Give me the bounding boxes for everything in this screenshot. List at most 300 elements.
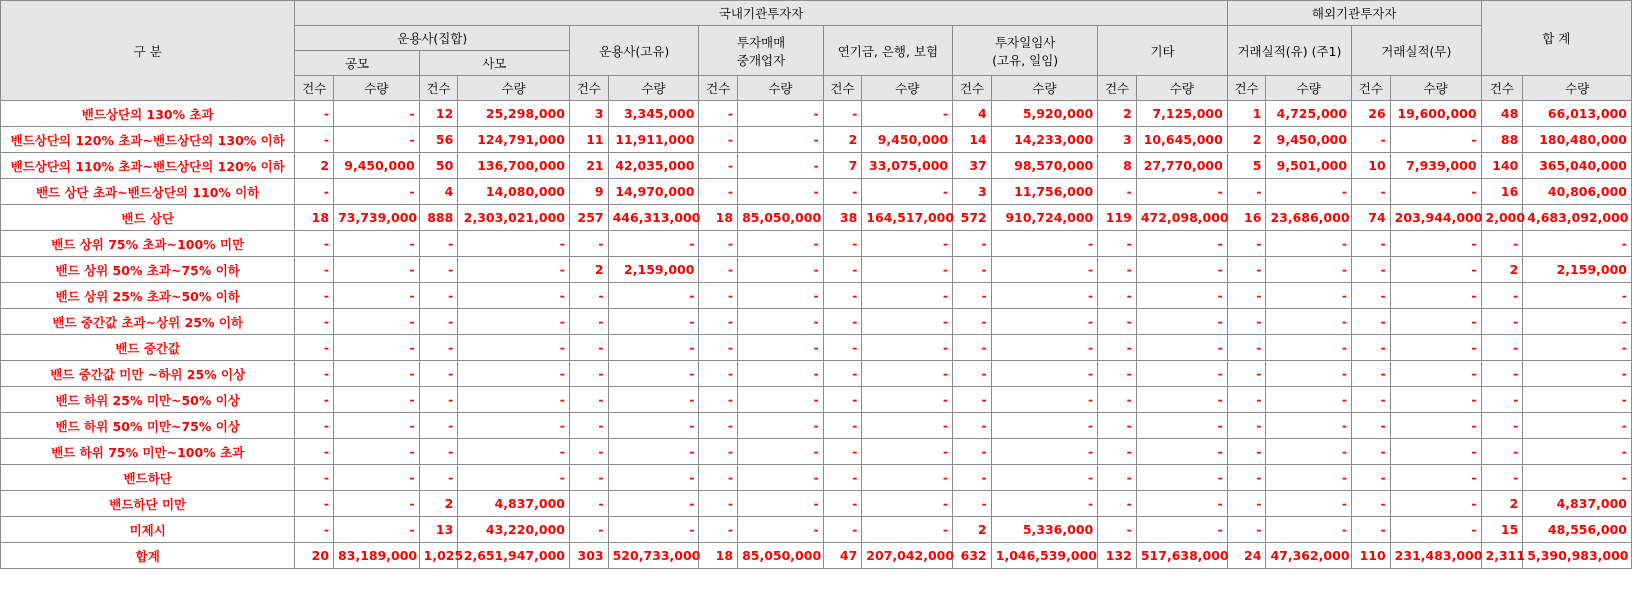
quantity-cell: - xyxy=(862,257,953,283)
count-cell: 10 xyxy=(1352,153,1391,179)
count-cell: - xyxy=(1098,283,1137,309)
count-cell: - xyxy=(823,335,862,361)
quantity-cell: - xyxy=(862,335,953,361)
quantity-cell: - xyxy=(1136,387,1227,413)
count-cell: - xyxy=(1481,387,1523,413)
quantity-cell: - xyxy=(738,335,824,361)
count-cell: 8 xyxy=(1098,153,1137,179)
quantity-cell: - xyxy=(1523,361,1632,387)
quantity-cell: 2,303,021,000 xyxy=(458,205,570,231)
quantity-cell: - xyxy=(1266,439,1352,465)
count-cell: - xyxy=(1227,283,1266,309)
quantity-cell: - xyxy=(1266,517,1352,543)
count-cell: 5 xyxy=(1227,153,1266,179)
quantity-cell: 19,600,000 xyxy=(1390,101,1481,127)
quantity-cell: - xyxy=(608,517,699,543)
count-cell: - xyxy=(569,361,608,387)
count-cell: - xyxy=(699,127,738,153)
quantity-cell: - xyxy=(991,387,1097,413)
count-cell: - xyxy=(823,101,862,127)
count-cell: - xyxy=(1352,283,1391,309)
count-cell: 7 xyxy=(823,153,862,179)
quantity-cell: - xyxy=(334,465,420,491)
quantity-cell: - xyxy=(458,439,570,465)
count-cell: 1 xyxy=(1227,101,1266,127)
table-row xyxy=(1,413,1632,439)
row-label: 밴드 하위 50% 미만~75% 이상 xyxy=(1,413,295,439)
quantity-column-header: 수량 xyxy=(458,76,570,101)
quantity-cell: 203,944,000 xyxy=(1390,205,1481,231)
count-cell: - xyxy=(295,439,334,465)
count-cell: - xyxy=(823,257,862,283)
quantity-cell: 66,013,000 xyxy=(1523,101,1632,127)
count-cell: - xyxy=(699,257,738,283)
row-label: 밴드상단의 120% 초과~밴드상단의 130% 이하 xyxy=(1,127,295,153)
quantity-cell: - xyxy=(608,283,699,309)
quantity-cell: - xyxy=(458,309,570,335)
quantity-cell: 83,189,000 xyxy=(334,543,420,569)
count-cell: - xyxy=(569,335,608,361)
count-cell: - xyxy=(1481,309,1523,335)
count-cell: - xyxy=(1352,361,1391,387)
quantity-cell: 73,739,000 xyxy=(334,205,420,231)
count-cell: - xyxy=(1098,179,1137,205)
quantity-cell: - xyxy=(334,517,420,543)
count-cell: - xyxy=(569,309,608,335)
table-row xyxy=(1,465,1632,491)
count-cell: - xyxy=(699,413,738,439)
quantity-cell: 43,220,000 xyxy=(458,517,570,543)
count-column-header: 건수 xyxy=(953,76,992,101)
quantity-cell: 47,362,000 xyxy=(1266,543,1352,569)
count-cell: - xyxy=(1098,517,1137,543)
count-cell: - xyxy=(569,387,608,413)
foreign-investors-header: 해외기관투자자 xyxy=(1227,1,1481,26)
quantity-cell: 42,035,000 xyxy=(608,153,699,179)
quantity-column-header: 수량 xyxy=(608,76,699,101)
count-cell: - xyxy=(1352,179,1391,205)
quantity-cell: - xyxy=(334,257,420,283)
table-row xyxy=(1,491,1632,517)
count-column-header: 건수 xyxy=(419,76,458,101)
quantity-cell: - xyxy=(738,127,824,153)
count-cell: 24 xyxy=(1227,543,1266,569)
quantity-cell: 7,125,000 xyxy=(1136,101,1227,127)
quantity-cell: - xyxy=(1266,179,1352,205)
count-cell: 140 xyxy=(1481,153,1523,179)
count-cell: - xyxy=(1098,413,1137,439)
count-cell: - xyxy=(295,361,334,387)
quantity-cell: - xyxy=(862,283,953,309)
quantity-cell: - xyxy=(608,335,699,361)
quantity-cell: - xyxy=(862,101,953,127)
count-cell: - xyxy=(823,413,862,439)
count-cell: 11 xyxy=(569,127,608,153)
count-cell: - xyxy=(1352,439,1391,465)
count-cell: 26 xyxy=(1352,101,1391,127)
count-cell: 2 xyxy=(823,127,862,153)
quantity-cell: 2,651,947,000 xyxy=(458,543,570,569)
count-cell: - xyxy=(295,413,334,439)
quantity-cell: 9,501,000 xyxy=(1266,153,1352,179)
quantity-cell: - xyxy=(1136,361,1227,387)
count-cell: - xyxy=(1227,179,1266,205)
count-cell: 132 xyxy=(1098,543,1137,569)
count-cell: - xyxy=(953,491,992,517)
table-body xyxy=(1,101,1632,569)
count-cell: - xyxy=(295,283,334,309)
quantity-cell: - xyxy=(1136,439,1227,465)
count-cell: - xyxy=(1227,361,1266,387)
count-cell: - xyxy=(295,309,334,335)
count-cell: 48 xyxy=(1481,101,1523,127)
quantity-cell: 124,791,000 xyxy=(458,127,570,153)
quantity-cell: - xyxy=(738,283,824,309)
quantity-cell: 14,233,000 xyxy=(991,127,1097,153)
quantity-column-header: 수량 xyxy=(1390,76,1481,101)
table-row xyxy=(1,387,1632,413)
row-label: 밴드 중간값 xyxy=(1,335,295,361)
quantity-cell: - xyxy=(608,413,699,439)
quantity-cell: - xyxy=(738,153,824,179)
quantity-column-header: 수량 xyxy=(991,76,1097,101)
count-cell: - xyxy=(419,413,458,439)
row-label: 밴드상단의 130% 초과 xyxy=(1,101,295,127)
count-cell: - xyxy=(419,439,458,465)
quantity-cell: 207,042,000 xyxy=(862,543,953,569)
quantity-cell: - xyxy=(458,361,570,387)
count-cell: 56 xyxy=(419,127,458,153)
asset-mgmt-collective-header: 운용사(집합) xyxy=(295,26,570,51)
quantity-cell: - xyxy=(1136,309,1227,335)
count-cell: 18 xyxy=(699,543,738,569)
row-label: 밴드상단의 110% 초과~밴드상단의 120% 이하 xyxy=(1,153,295,179)
count-cell: - xyxy=(699,465,738,491)
table-row xyxy=(1,283,1632,309)
quantity-cell: 136,700,000 xyxy=(458,153,570,179)
count-cell: 119 xyxy=(1098,205,1137,231)
quantity-cell: - xyxy=(1390,387,1481,413)
count-cell: - xyxy=(419,309,458,335)
count-cell: - xyxy=(1481,465,1523,491)
broker-dealer-line1: 투자매매 xyxy=(736,34,786,50)
quantity-cell: 4,725,000 xyxy=(1266,101,1352,127)
quantity-cell: - xyxy=(862,179,953,205)
count-cell: - xyxy=(1352,231,1391,257)
quantity-cell: 5,390,983,000 xyxy=(1523,543,1632,569)
row-label: 미제시 xyxy=(1,517,295,543)
quantity-cell: - xyxy=(334,361,420,387)
quantity-cell: 365,040,000 xyxy=(1523,153,1632,179)
count-cell: - xyxy=(1227,335,1266,361)
row-label: 합계 xyxy=(1,543,295,569)
count-cell: - xyxy=(1227,309,1266,335)
count-cell: 572 xyxy=(953,205,992,231)
count-cell: - xyxy=(1481,335,1523,361)
count-cell: 2,000 xyxy=(1481,205,1523,231)
count-cell: 632 xyxy=(953,543,992,569)
quantity-cell: - xyxy=(608,361,699,387)
count-cell: 16 xyxy=(1481,179,1523,205)
quantity-cell: 180,480,000 xyxy=(1523,127,1632,153)
count-cell: - xyxy=(1098,387,1137,413)
count-cell: - xyxy=(419,361,458,387)
quantity-cell: - xyxy=(1266,335,1352,361)
quantity-cell: 1,046,539,000 xyxy=(991,543,1097,569)
trade-record-no-header: 거래실적(무) xyxy=(1352,26,1481,76)
quantity-cell: - xyxy=(1390,361,1481,387)
quantity-cell: - xyxy=(1523,335,1632,361)
count-cell: - xyxy=(295,335,334,361)
quantity-cell: - xyxy=(1136,465,1227,491)
count-cell: - xyxy=(1352,257,1391,283)
quantity-cell: - xyxy=(1390,517,1481,543)
quantity-cell: - xyxy=(1523,439,1632,465)
quantity-cell: - xyxy=(1390,413,1481,439)
count-cell: - xyxy=(823,491,862,517)
count-cell: 888 xyxy=(419,205,458,231)
count-column-header: 건수 xyxy=(295,76,334,101)
quantity-cell: - xyxy=(862,439,953,465)
count-cell: - xyxy=(569,283,608,309)
count-cell: - xyxy=(1098,465,1137,491)
quantity-cell: - xyxy=(862,465,953,491)
investment-advisory-line1: 투자일임사 xyxy=(994,34,1056,50)
total-header: 합 계 xyxy=(1481,1,1631,76)
quantity-cell: - xyxy=(862,361,953,387)
count-cell: - xyxy=(1352,413,1391,439)
count-cell: - xyxy=(1227,387,1266,413)
count-cell: - xyxy=(1227,257,1266,283)
quantity-cell: 910,724,000 xyxy=(991,205,1097,231)
asset-mgmt-proprietary-header: 운용사(고유) xyxy=(569,26,698,76)
count-cell: - xyxy=(823,309,862,335)
count-cell: - xyxy=(1227,491,1266,517)
count-cell: - xyxy=(419,283,458,309)
row-label: 밴드 상위 25% 초과~50% 이하 xyxy=(1,283,295,309)
quantity-cell: - xyxy=(1523,283,1632,309)
quantity-cell: - xyxy=(1390,179,1481,205)
count-cell: 88 xyxy=(1481,127,1523,153)
quantity-cell: - xyxy=(991,439,1097,465)
quantity-cell: - xyxy=(334,491,420,517)
quantity-cell: 85,050,000 xyxy=(738,205,824,231)
count-cell: - xyxy=(1352,309,1391,335)
count-cell: - xyxy=(699,491,738,517)
count-cell: - xyxy=(699,153,738,179)
quantity-cell: - xyxy=(1136,179,1227,205)
quantity-cell: 472,098,000 xyxy=(1136,205,1227,231)
table-row xyxy=(1,309,1632,335)
count-cell: 2 xyxy=(1481,491,1523,517)
quantity-cell: - xyxy=(738,517,824,543)
count-cell: - xyxy=(823,439,862,465)
quantity-cell: - xyxy=(991,283,1097,309)
count-cell: - xyxy=(295,101,334,127)
quantity-cell: - xyxy=(334,439,420,465)
count-cell: - xyxy=(1098,491,1137,517)
quantity-cell: 446,313,000 xyxy=(608,205,699,231)
count-cell: - xyxy=(419,465,458,491)
quantity-cell: - xyxy=(334,101,420,127)
quantity-cell: - xyxy=(608,439,699,465)
count-cell: 2 xyxy=(1227,127,1266,153)
count-cell: - xyxy=(953,335,992,361)
quantity-cell: - xyxy=(1390,127,1481,153)
count-cell: - xyxy=(569,439,608,465)
quantity-cell: - xyxy=(738,309,824,335)
quantity-cell: - xyxy=(1266,465,1352,491)
count-cell: - xyxy=(1481,361,1523,387)
quantity-cell: - xyxy=(1266,283,1352,309)
table-row xyxy=(1,101,1632,127)
row-label: 밴드하단 미만 xyxy=(1,491,295,517)
quantity-cell: 5,336,000 xyxy=(991,517,1097,543)
count-cell: - xyxy=(953,231,992,257)
row-label: 밴드 하위 75% 미만~100% 초과 xyxy=(1,439,295,465)
quantity-cell: - xyxy=(738,101,824,127)
count-cell: - xyxy=(699,517,738,543)
quantity-cell: 23,686,000 xyxy=(1266,205,1352,231)
count-cell: - xyxy=(1098,309,1137,335)
count-cell: - xyxy=(295,257,334,283)
quantity-cell: - xyxy=(738,491,824,517)
domestic-investors-header: 국내기관투자자 xyxy=(295,1,1227,26)
quantity-cell: - xyxy=(738,465,824,491)
quantity-cell: 7,939,000 xyxy=(1390,153,1481,179)
count-cell: - xyxy=(699,387,738,413)
count-cell: - xyxy=(699,231,738,257)
count-cell: 2 xyxy=(953,517,992,543)
count-cell: - xyxy=(1481,231,1523,257)
count-cell: 303 xyxy=(569,543,608,569)
count-cell: 13 xyxy=(419,517,458,543)
quantity-cell: - xyxy=(334,413,420,439)
quantity-cell: - xyxy=(738,231,824,257)
quantity-cell: - xyxy=(991,491,1097,517)
count-cell: 2 xyxy=(1098,101,1137,127)
quantity-cell: 520,733,000 xyxy=(608,543,699,569)
count-cell: - xyxy=(569,517,608,543)
count-cell: - xyxy=(569,465,608,491)
count-cell: 14 xyxy=(953,127,992,153)
count-cell: 2 xyxy=(295,153,334,179)
count-cell: - xyxy=(1352,491,1391,517)
quantity-cell: - xyxy=(1266,361,1352,387)
table-row xyxy=(1,439,1632,465)
quantity-cell: 14,080,000 xyxy=(458,179,570,205)
row-label: 밴드 상위 50% 초과~75% 이하 xyxy=(1,257,295,283)
quantity-cell: - xyxy=(1266,491,1352,517)
row-label: 밴드하단 xyxy=(1,465,295,491)
count-cell: - xyxy=(953,361,992,387)
count-cell: - xyxy=(1481,413,1523,439)
count-cell: - xyxy=(1352,465,1391,491)
count-cell: 2 xyxy=(569,257,608,283)
count-cell: 3 xyxy=(569,101,608,127)
quantity-cell: - xyxy=(334,309,420,335)
table-row xyxy=(1,179,1632,205)
quantity-cell: - xyxy=(1390,465,1481,491)
row-label: 밴드 하위 25% 미만~50% 이상 xyxy=(1,387,295,413)
count-column-header: 건수 xyxy=(1098,76,1137,101)
quantity-cell: - xyxy=(608,491,699,517)
quantity-cell: - xyxy=(862,491,953,517)
table-row xyxy=(1,127,1632,153)
quantity-cell: 3,345,000 xyxy=(608,101,699,127)
row-label: 밴드 상단 xyxy=(1,205,295,231)
quantity-cell: - xyxy=(1266,231,1352,257)
quantity-cell: - xyxy=(1266,257,1352,283)
count-cell: - xyxy=(1227,413,1266,439)
quantity-cell: - xyxy=(738,257,824,283)
trade-record-yes-header: 거래실적(유) (주1) xyxy=(1227,26,1351,76)
quantity-cell: 25,298,000 xyxy=(458,101,570,127)
count-cell: - xyxy=(419,335,458,361)
quantity-cell: - xyxy=(608,387,699,413)
quantity-column-header: 수량 xyxy=(334,76,420,101)
count-cell: - xyxy=(1481,283,1523,309)
count-cell: - xyxy=(1481,439,1523,465)
quantity-cell: - xyxy=(1136,283,1227,309)
count-column-header: 건수 xyxy=(1227,76,1266,101)
quantity-cell: - xyxy=(862,309,953,335)
count-cell: 74 xyxy=(1352,205,1391,231)
count-column-header: 건수 xyxy=(1481,76,1523,101)
count-cell: 47 xyxy=(823,543,862,569)
count-cell: - xyxy=(569,413,608,439)
count-cell: 38 xyxy=(823,205,862,231)
quantity-cell: - xyxy=(991,257,1097,283)
category-header: 구 분 xyxy=(1,1,295,101)
count-cell: - xyxy=(953,439,992,465)
quantity-cell: - xyxy=(991,413,1097,439)
count-cell: - xyxy=(295,179,334,205)
count-cell: 21 xyxy=(569,153,608,179)
quantity-cell: 9,450,000 xyxy=(334,153,420,179)
table-row xyxy=(1,257,1632,283)
quantity-cell: - xyxy=(1523,413,1632,439)
quantity-cell: - xyxy=(1523,309,1632,335)
quantity-cell: - xyxy=(608,309,699,335)
table-row xyxy=(1,361,1632,387)
count-cell: - xyxy=(419,387,458,413)
quantity-cell: - xyxy=(738,413,824,439)
quantity-cell: 4,683,092,000 xyxy=(1523,205,1632,231)
count-cell: 4 xyxy=(953,101,992,127)
quantity-cell: - xyxy=(458,283,570,309)
quantity-cell: 4,837,000 xyxy=(458,491,570,517)
count-cell: - xyxy=(953,387,992,413)
count-cell: - xyxy=(823,179,862,205)
count-column-header: 건수 xyxy=(823,76,862,101)
count-cell: - xyxy=(1352,387,1391,413)
table-row xyxy=(1,335,1632,361)
quantity-column-header: 수량 xyxy=(862,76,953,101)
quantity-cell: - xyxy=(1136,491,1227,517)
count-cell: - xyxy=(823,387,862,413)
count-cell: - xyxy=(1227,231,1266,257)
quantity-cell: 4,837,000 xyxy=(1523,491,1632,517)
quantity-cell: - xyxy=(1266,387,1352,413)
quantity-cell: - xyxy=(1136,335,1227,361)
count-cell: - xyxy=(1227,439,1266,465)
count-cell: - xyxy=(953,257,992,283)
quantity-cell: 2,159,000 xyxy=(608,257,699,283)
quantity-cell: - xyxy=(991,309,1097,335)
count-cell: - xyxy=(1098,335,1137,361)
count-cell: - xyxy=(953,309,992,335)
